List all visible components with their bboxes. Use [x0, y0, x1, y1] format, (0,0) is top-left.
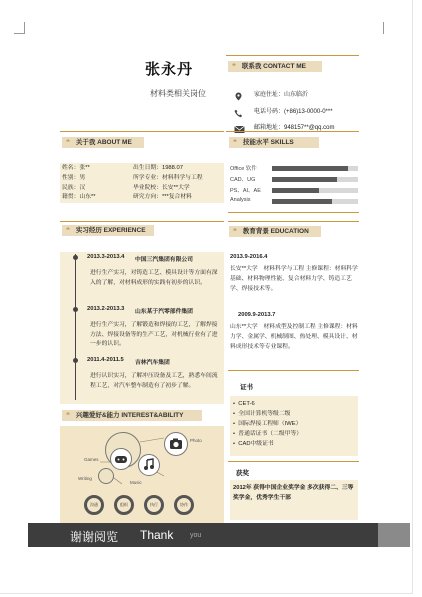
music-note-icon — [139, 455, 159, 475]
footer-you: you — [190, 532, 202, 539]
ability-ring-3: 执行 — [144, 495, 164, 515]
cert-item-5: • CAD中级证书 — [233, 441, 274, 447]
experience-panel — [60, 252, 224, 404]
contact-rule-bottom — [226, 131, 359, 132]
skill-bar-design — [272, 188, 319, 193]
crop-mark-top-right — [383, 22, 384, 34]
games-bubble — [110, 448, 132, 470]
skill-label-cad: CAD、UG — [230, 177, 256, 183]
skills-rule-bottom — [228, 212, 359, 213]
contact-phone[interactable]: 电话号码：(+86)13-0000-0*** — [254, 109, 333, 115]
about-name: 姓名：张** — [62, 165, 90, 171]
interests-panel — [60, 426, 224, 523]
timeline-dot — [73, 358, 78, 363]
candidate-name: 张永丹 — [145, 61, 194, 78]
exp-date-1: 2013.3-2013.4 — [87, 254, 125, 260]
exp-date-2: 2013.2-2013.3 — [87, 306, 125, 312]
crop-mark-top-left-h — [14, 33, 25, 34]
writing-label: Writing — [78, 476, 92, 481]
footer-thanks-en: Thank — [140, 528, 174, 542]
interests-section-title — [62, 410, 202, 421]
certificates-rule-top — [228, 370, 359, 371]
skills-section-title — [229, 137, 319, 148]
interests-title-text: 兴趣爱好&能力 INTEREST&ABILITY — [75, 412, 184, 419]
contact-title-text: 联系我 CONTACT ME — [241, 63, 306, 70]
about-rule-top — [60, 131, 224, 132]
awards-panel — [230, 480, 358, 520]
about-research: 研究方向：***复合材料 — [133, 194, 192, 200]
target-role: 材料类相关岗位 — [150, 89, 206, 98]
skill-bar-cad — [272, 177, 337, 182]
certificates-title: 证书 — [240, 384, 253, 391]
contact-email[interactable]: 邮箱地址：948157**@qq.com — [254, 125, 335, 131]
quote-icon: ❝ — [66, 139, 70, 146]
games-label: Games — [84, 457, 99, 462]
exp-org-1: 中国三汽集团有限公司 — [135, 257, 193, 263]
exp-desc-1: 进行生产实习，对铸造工艺、模具设计等方面有深入的了解，对材料成形的实践有初步的认识。 — [90, 270, 218, 286]
quote-icon: ❝ — [66, 227, 70, 234]
education-section-title — [229, 226, 321, 237]
contact-section-title — [228, 61, 322, 72]
phone-icon — [234, 105, 243, 114]
education-panel — [230, 254, 360, 366]
cert-item-4: • 普通话证书（二级甲等） — [233, 431, 303, 437]
quote-icon: ❝ — [66, 412, 70, 419]
timeline-line — [75, 254, 76, 400]
ability-ring-1: 沟通 — [84, 495, 104, 515]
skills-title-text: 技能水平 SKILLS — [242, 139, 294, 146]
about-birth: 出生日期：1988.07 — [133, 165, 183, 171]
about-hometown: 籍贯：山东** — [62, 194, 96, 200]
certificates-panel — [230, 396, 358, 456]
footer-tail-accent — [378, 523, 410, 547]
photo-bubble — [164, 432, 188, 456]
exp-desc-2: 进行生产实习，了解锻造和焊接的工艺，了解焊接方法、焊接设备等的生产工艺，对机械行业有了进一步的认识。 — [90, 322, 218, 347]
about-gender: 性别：男 — [62, 175, 86, 181]
skill-label-office: Office 软件 — [230, 166, 257, 172]
exp-org-3: 吉林汽车集团 — [135, 360, 170, 366]
music-label: Music — [130, 480, 142, 485]
exp-date-3: 2011.4-2011.5 — [87, 357, 124, 363]
skill-label-design: PS、AI、AE — [230, 188, 261, 194]
cert-text-4: 普通话证书（二级甲等） — [238, 431, 303, 437]
timeline-dot — [73, 307, 78, 312]
ability-ring-2: 组织 — [114, 495, 134, 515]
skill-bar-analysis — [272, 199, 332, 204]
cert-text-2: 全国计算机等级二级 — [238, 411, 291, 417]
cert-text-5: CAD中级证书 — [238, 441, 274, 447]
skill-track-analysis — [272, 199, 358, 204]
skill-track-cad — [272, 177, 358, 182]
about-section-title — [62, 137, 144, 148]
cert-item-1: • CET-6 — [233, 401, 255, 407]
timeline-dot — [73, 255, 78, 260]
music-bubble — [138, 454, 160, 476]
about-major: 所学专业：材料科学与工程 — [133, 175, 203, 181]
contact-rule-top — [226, 55, 359, 56]
location-icon — [234, 88, 243, 97]
edu-text-2: 山东**大学 材料成型及控制工程 主修课程：材料力学、金属学、机械制图、热处理、模具设计、材料成形技术等专业课程。 — [230, 324, 358, 350]
skill-track-office — [272, 166, 358, 171]
exp-org-2: 山东某于汽零部件集团 — [135, 309, 193, 315]
writing-bubble — [98, 468, 114, 484]
camera-icon — [165, 433, 187, 455]
skill-label-analysis: Analysis — [230, 197, 251, 203]
experience-rule-top — [60, 221, 224, 222]
cert-item-2: • 全国计算机等级二级 — [233, 411, 291, 417]
about-ethnicity: 民族：汉 — [62, 185, 86, 191]
about-school: 毕业院校：长安**大学 — [133, 185, 190, 191]
education-rule-top — [228, 221, 359, 222]
quote-icon: ❝ — [233, 139, 237, 146]
quote-icon: ❝ — [232, 63, 236, 70]
footer-thanks-cn: 谢谢阅览 — [70, 530, 119, 544]
about-title-text: 关于我 ABOUT ME — [75, 139, 132, 146]
ability-ring-4: 协作 — [174, 495, 194, 515]
cert-text-1: CET-6 — [238, 401, 255, 407]
quote-icon: ❝ — [233, 228, 237, 235]
cert-item-3: • 国际焊接工程师（IWE） — [233, 421, 302, 427]
edu-date-2: 2009.9-2013.7 — [238, 312, 276, 318]
about-panel — [60, 163, 224, 203]
awards-rule-top — [228, 461, 359, 462]
awards-title: 获奖 — [236, 470, 249, 477]
cert-text-3: 国际焊接工程师（IWE） — [238, 421, 302, 427]
photo-label: Photo — [190, 438, 202, 443]
gamepad-icon — [111, 449, 131, 469]
experience-section-title — [62, 225, 154, 236]
skill-track-design — [272, 188, 358, 193]
mail-icon — [234, 121, 245, 130]
skill-bar-office — [272, 166, 348, 171]
contact-address: 家庭住址：山东临沂 — [254, 92, 309, 98]
edu-date-1: 2013.9-2016.4 — [230, 254, 268, 260]
awards-text: 2012年 获得中国企业奖学金 多次获得二、三等奖学金，优秀学生干部 — [233, 485, 354, 501]
exp-desc-3: 进行认识实习，了解冲压设备及工艺，熟悉车间流程工艺，对汽车整车制造有了初步了解。 — [90, 373, 218, 389]
edu-text-1: 长安**大学 材料科学与工程 主修课程：材料科学基础、材料物理性能、复合材料力学、铸造工艺学、焊接技术等。 — [230, 266, 358, 292]
experience-title-text: 实习经历 EXPERIENCE — [75, 227, 146, 234]
education-title-text: 教育背景 EDUCATION — [242, 228, 309, 235]
skills-panel — [230, 164, 360, 208]
